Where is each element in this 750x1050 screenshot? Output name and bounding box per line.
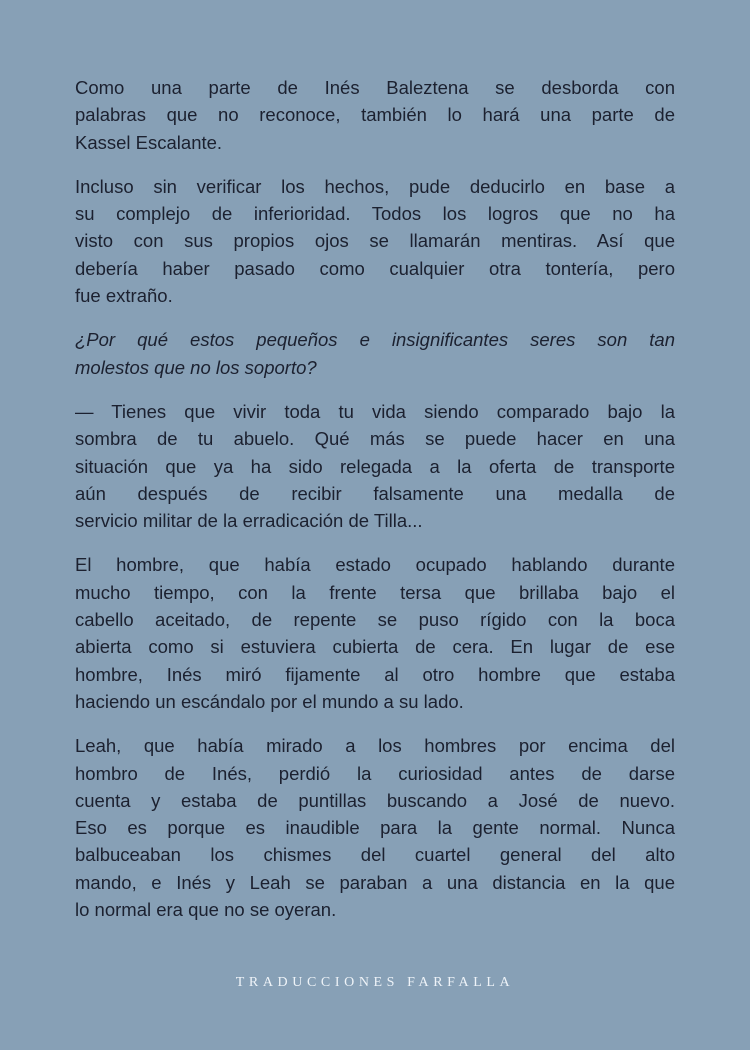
text-line: ¿Por qué estos pequeños e insignificantes seres son tan bbox=[75, 329, 675, 351]
paragraph bbox=[75, 732, 675, 923]
text-line: palabras que no reconoce, también lo hará una parte de bbox=[75, 104, 675, 126]
text-line: servicio militar de la erradicación de Tilla... bbox=[75, 510, 423, 532]
text-line: mando, e Inés y Leah se paraban a una distancia en la que bbox=[75, 871, 675, 893]
text-line: Kassel Escalante. bbox=[75, 131, 223, 153]
text-line: El hombre, que había estado ocupado hablando durante bbox=[75, 554, 675, 576]
paragraph bbox=[75, 551, 675, 715]
publisher-footer: TRADUCCIONES FARFALLA bbox=[235, 975, 515, 990]
text-line: Leah, que había mirado a los hombres por encima del bbox=[75, 735, 675, 757]
text-line: Como una parte de Inés Baleztena se desborda con bbox=[75, 77, 675, 98]
text-line: sombra de tu abuelo. Qué más se puede hacer en una bbox=[75, 428, 675, 450]
text-line: cabello aceitado, de repente se puso rígido con la boca bbox=[75, 609, 675, 631]
paragraph bbox=[75, 173, 675, 309]
text-line: abierta como si estuviera cubierta de cera. En lugar de ese bbox=[75, 636, 675, 658]
paragraph bbox=[75, 398, 675, 534]
text-line: debería haber pasado como cualquier otra tontería, pero bbox=[75, 257, 675, 279]
text-line: hombre, Inés miró fijamente al otro hombre que estaba bbox=[75, 663, 675, 685]
text-line: lo normal era que no se oyeran. bbox=[75, 899, 337, 921]
text-line: aún después de recibir falsamente una medalla de bbox=[75, 482, 675, 504]
text-line: fue extraño. bbox=[75, 285, 173, 307]
text-line: molestos que no los soporto? bbox=[75, 356, 317, 378]
text-line: — Tienes que vivir toda tu vida siendo comparado bajo la bbox=[75, 400, 675, 422]
text-line: haciendo un escándalo por el mundo a su lado. bbox=[75, 690, 464, 712]
text-line: Eso es porque es inaudible para la gente normal. Nunca bbox=[75, 817, 675, 839]
text-line: balbuceaban los chismes del cuartel general del alto bbox=[75, 844, 675, 866]
document-body bbox=[75, 74, 675, 940]
text-line: Incluso sin verificar los hechos, pude deducirlo en base a bbox=[75, 175, 675, 197]
text-line: visto con sus propios ojos se llamarán mentiras. Así que bbox=[75, 230, 675, 252]
paragraph bbox=[75, 74, 675, 156]
text-line: mucho tiempo, con la frente tersa que brillaba bajo el bbox=[75, 581, 675, 603]
text-line: situación que ya ha sido relegada a la oferta de transporte bbox=[75, 455, 675, 477]
text-line: su complejo de inferioridad. Todos los logros que no ha bbox=[75, 203, 675, 225]
text-line: cuenta y estaba de puntillas buscando a José de nuevo. bbox=[75, 789, 675, 811]
paragraph bbox=[75, 326, 675, 381]
text-line: hombro de Inés, perdió la curiosidad antes de darse bbox=[75, 762, 675, 784]
